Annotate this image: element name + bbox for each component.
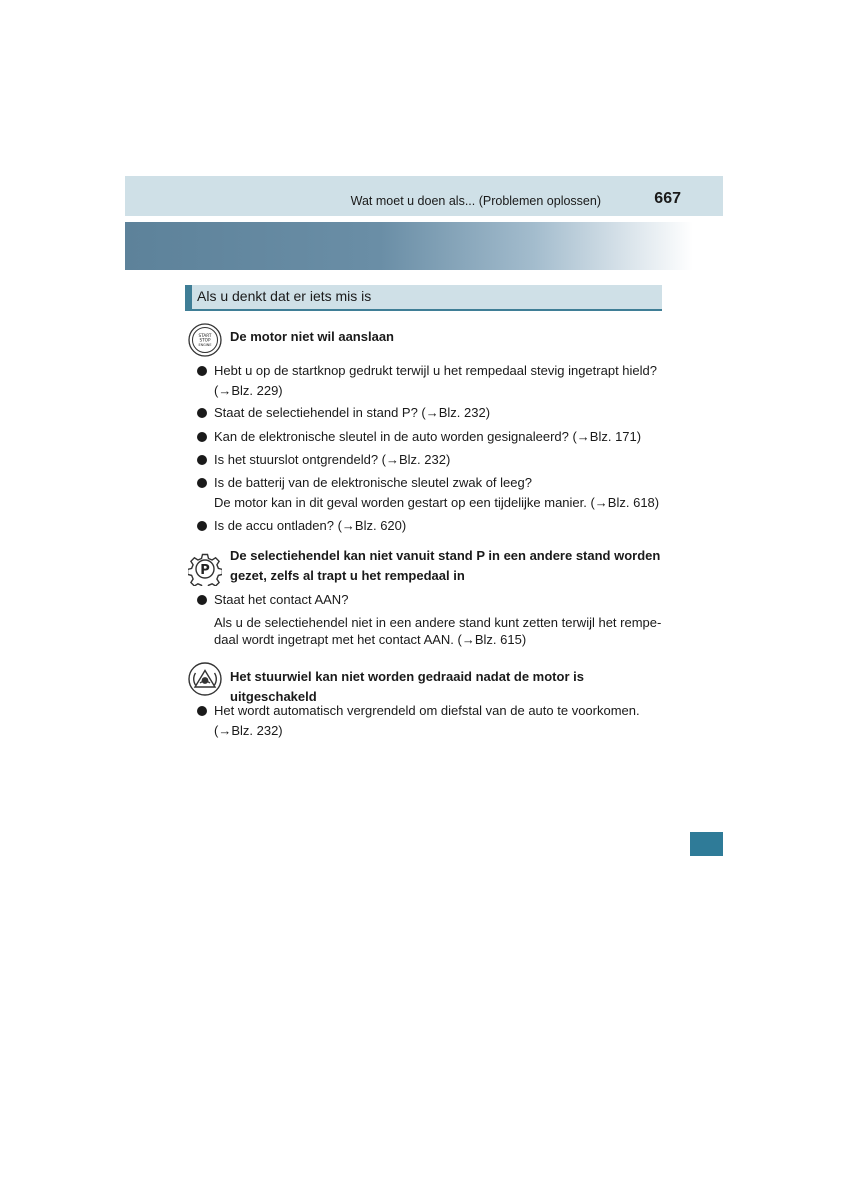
list-item-detail: De motor kan in dit geval worden gestart op een tijdelijke manier. (→Blz. 618) xyxy=(214,495,660,510)
question-heading xyxy=(230,546,662,586)
page-header xyxy=(125,176,723,216)
question-heading-line: De selectiehendel kan niet vanuit stand P in een andere stand worden xyxy=(230,548,661,563)
section-title: Als u denkt dat er iets mis is xyxy=(197,288,372,304)
icon-text-start: START xyxy=(198,333,212,338)
question-heading: De motor niet wil aanslaan xyxy=(230,329,394,344)
list-item-reference: (→Blz. 229) xyxy=(214,383,283,398)
list-item-text: Is de batterij van de elektronische sleutel zwak of leeg? xyxy=(214,475,532,490)
section-accent xyxy=(185,285,192,311)
question-heading-line: gezet, zelfs al trapt u het rempedaal in xyxy=(230,568,465,583)
list-item xyxy=(197,403,662,423)
chapter-tab-marker xyxy=(690,832,723,856)
note-line: Als u de selectiehendel niet in een andere stand kunt zetten terwijl het rempe- xyxy=(214,615,662,630)
list-item xyxy=(197,473,662,513)
list-item-text: Is de accu ontladen? (→Blz. 620) xyxy=(214,518,407,533)
note-paragraph xyxy=(197,613,662,653)
decorative-band xyxy=(125,222,693,270)
list-item-reference: (→Blz. 232) xyxy=(214,723,283,738)
bullet xyxy=(197,706,207,716)
list-item xyxy=(197,427,662,447)
list-item xyxy=(197,516,662,536)
bullet xyxy=(197,455,207,465)
bullet xyxy=(197,478,207,488)
gear-p-icon xyxy=(188,552,222,586)
start-stop-engine-button-icon xyxy=(188,323,222,357)
icon-text-stop: STOP xyxy=(199,337,211,343)
icon-text-engine: ENGINE xyxy=(198,343,212,348)
list-item xyxy=(197,450,662,470)
steering-lock-warning-icon xyxy=(188,662,222,696)
list-item xyxy=(197,590,662,610)
bullet xyxy=(197,521,207,531)
note-line: daal wordt ingetrapt met het contact AAN. (→Blz. 615) xyxy=(214,632,527,647)
bullet xyxy=(197,432,207,442)
list-item-text: Staat de selectiehendel in stand P? (→Blz. 232) xyxy=(214,405,491,420)
list-item-text: Het wordt automatisch vergrendeld om diefstal van de auto te voorkomen. xyxy=(214,703,640,718)
bullet xyxy=(197,595,207,605)
list-item-text: Is het stuurslot ontgrendeld? (→Blz. 232) xyxy=(214,452,451,467)
question-heading: Het stuurwiel kan niet worden gedraaid nadat de motor is uitgeschakeld xyxy=(230,669,584,704)
list-item xyxy=(197,361,662,401)
section-header xyxy=(185,285,662,311)
bullet xyxy=(197,366,207,376)
page-number: 667 xyxy=(654,190,681,207)
chapter-title: Wat moet u doen als... (Problemen oplossen) xyxy=(350,194,601,208)
list-item-text: Hebt u op de startknop gedrukt terwijl u het rempedaal stevig ingetrapt hield? xyxy=(214,363,657,378)
bullet xyxy=(197,408,207,418)
gear-p-letter: P xyxy=(200,563,210,578)
list-item-text: Kan de elektronische sleutel in de auto worden gesignaleerd? (→Blz. 171) xyxy=(214,429,642,444)
list-item-text: Staat het contact AAN? xyxy=(214,592,349,607)
list-item xyxy=(197,701,662,741)
